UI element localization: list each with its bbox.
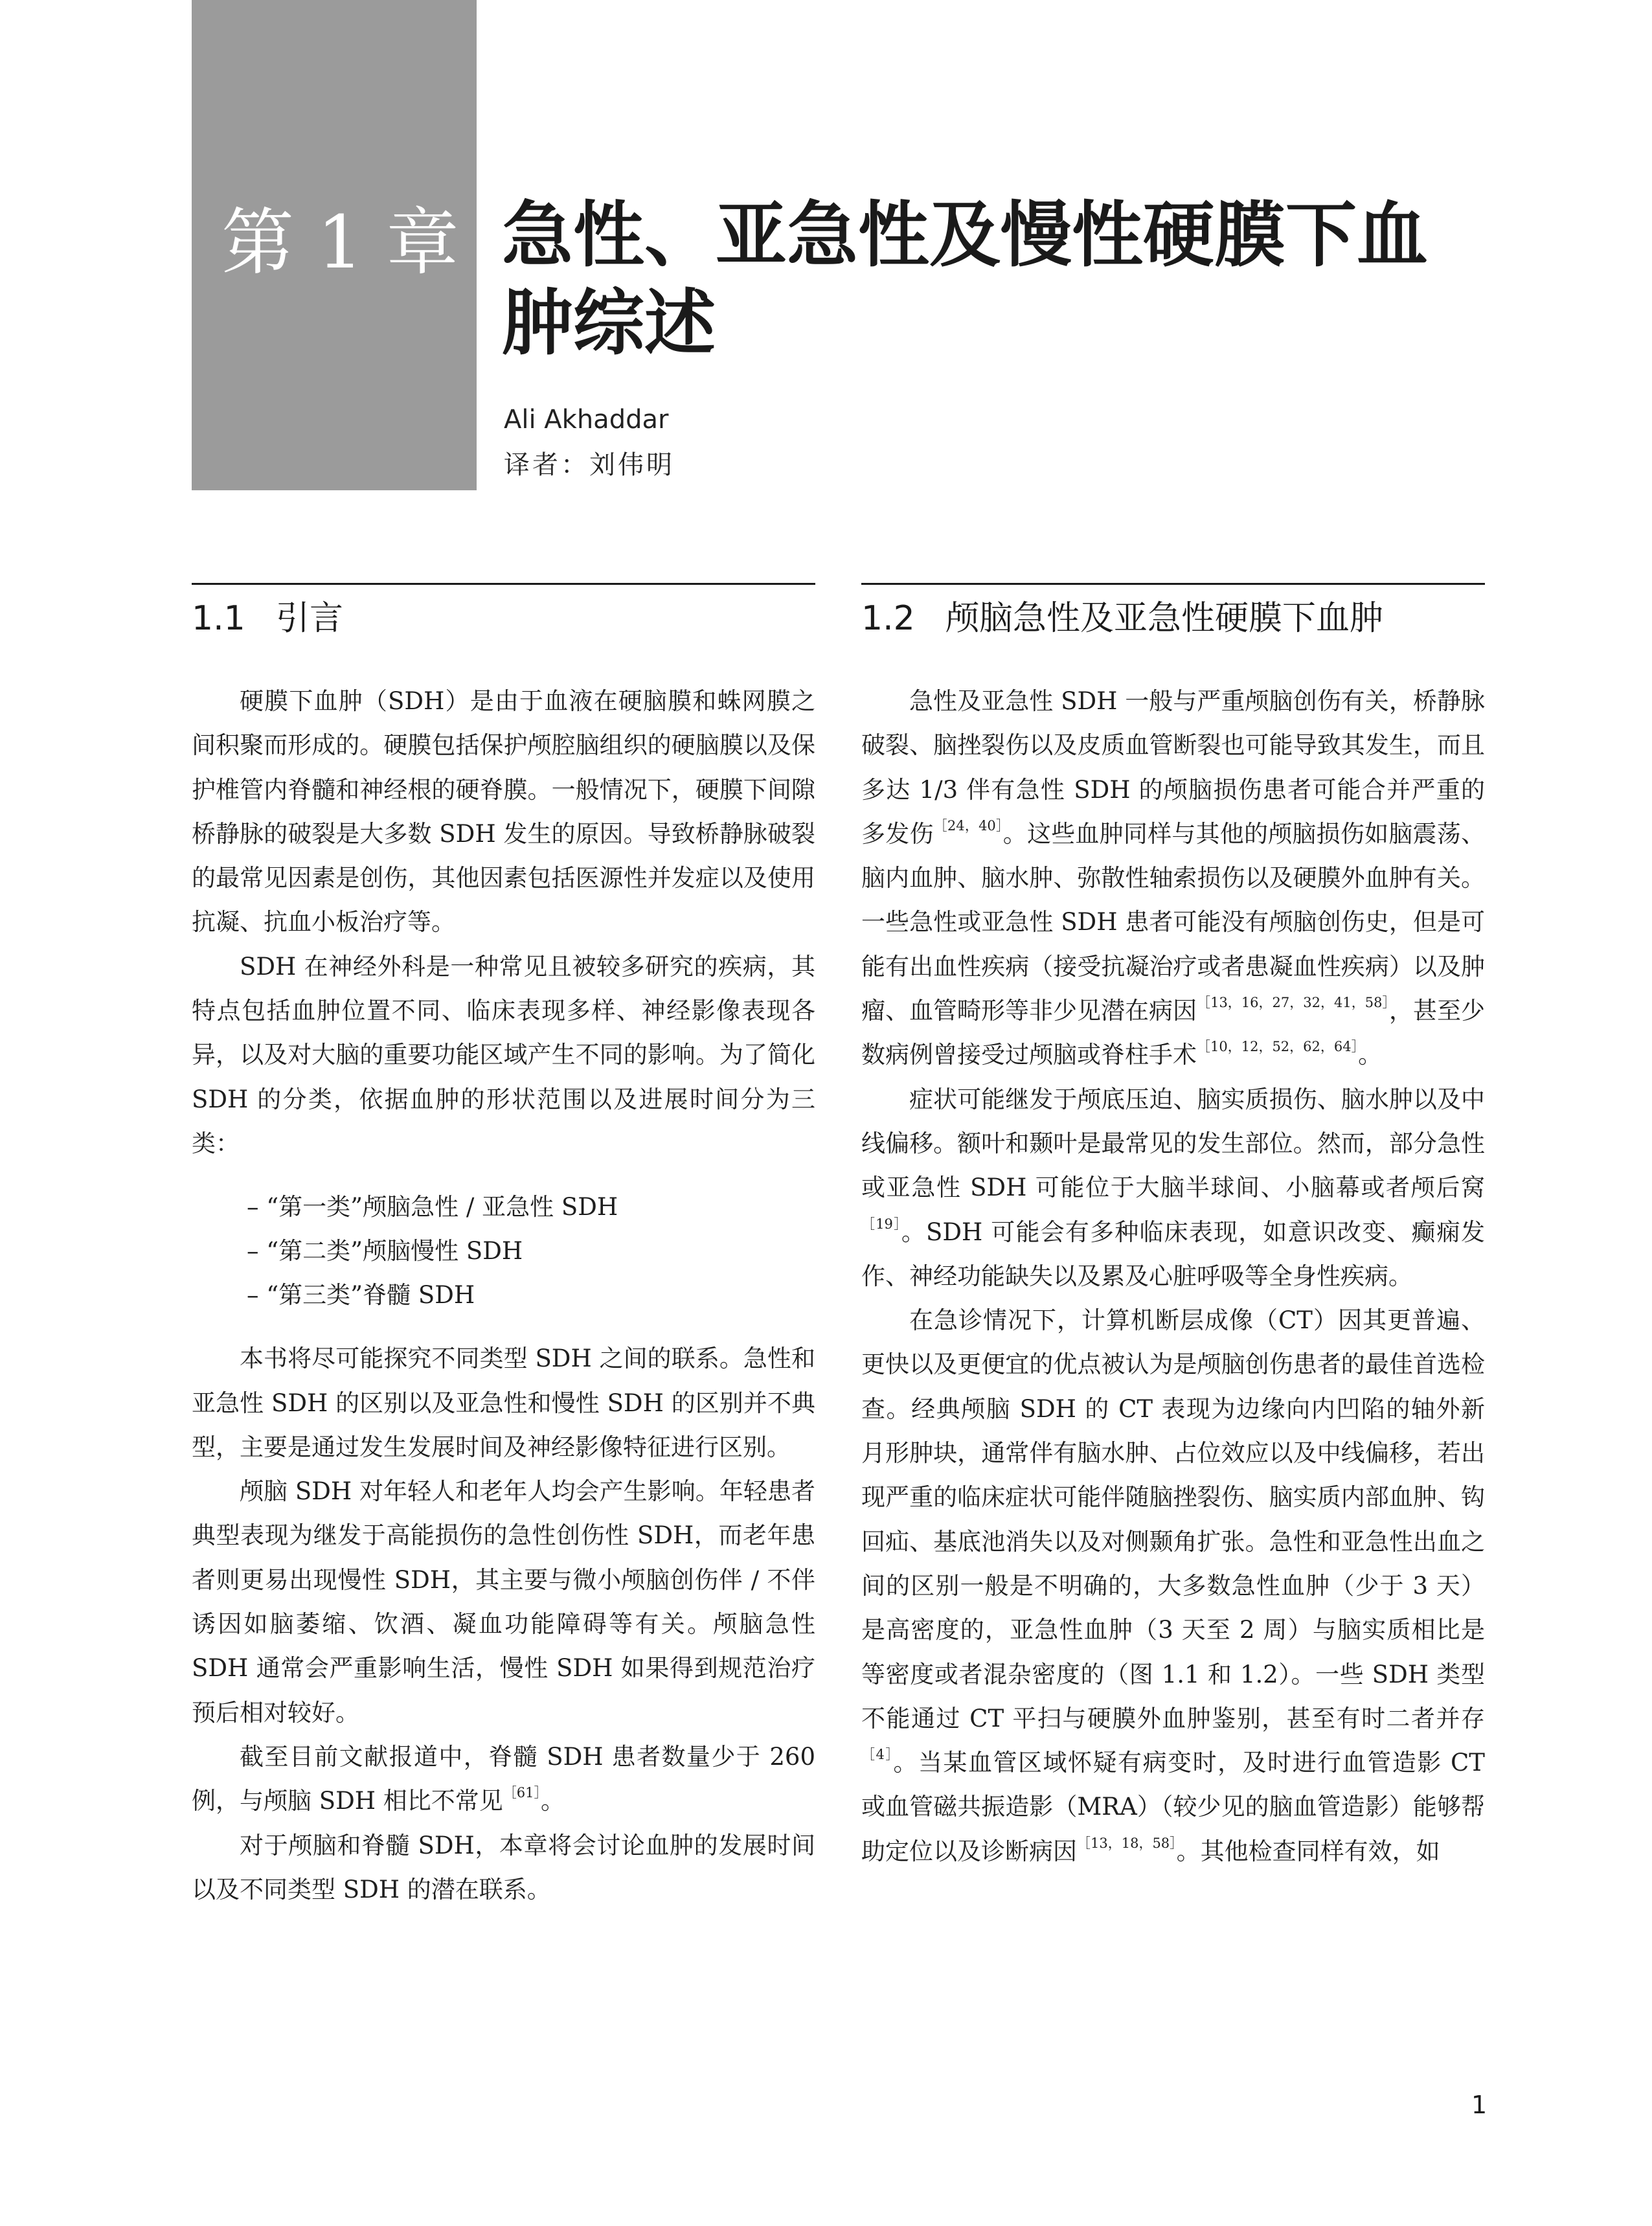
paragraph: SDH 在神经外科是一种常见且被较多研究的疾病，其特点包括血肿位置不同、临床表现多样、神经影像表现各异，以及对大脑的重要功能区域产生不同的影响。为了简化 SDH 的分类，依据血肿的形状范围以及进展时间分为三类： (192, 952, 815, 1157)
citation: ［4］ (861, 1747, 894, 1763)
paragraph: 颅脑 SDH 对年轻人和老年人均会产生影响。年轻患者典型表现为继发于高能损伤的急性创伤性 SDH，而老年患者则更易出现慢性 SDH，其主要与微小颅脑创伤伴 / 不伴诱因如脑萎缩、饮酒、凝血功能障碍等有关。颅脑急性 SDH 通常会严重影响生活，慢性 SDH 如果得到规范治疗预后相对较好。 (192, 1477, 815, 1727)
list-item: – “第一类”颅脑急性 / 亚急性 SDH (247, 1185, 815, 1229)
paragraph-text: 在急诊情况下，计算机断层成像（CT）因其更普遍、更快以及更便宜的优点被认为是颅脑创伤患者的最佳首选检查。经典颅脑 SDH 的 CT 表现为边缘向内凹陷的轴外新月形肿块，通常伴有脑水肿、占位效应以及中线偏移，若出现严重的临床症状可能伴随脑挫裂伤、脑实质内部血肿、钩回疝、基底池消失以及对侧颞角扩张。急性和亚急性出血之间的区别一般是不明确的，大多数急性血肿（少于 3 天）是高密度的，亚急性血肿（3 天至 2 周）与脑实质相比是等密度或者混杂密度的（图 1.1 和 1.2）。一些 SDH 类型不能通过 CT 平扫与硬膜外血肿鉴别，甚至有时二者并存 (861, 1306, 1485, 1732)
paragraph-text: 症状可能继发于颅底压迫、脑实质损伤、脑水肿以及中线偏移。额叶和颞叶是最常见的发生部位。然而，部分急性或亚急性 SDH 可能位于大脑半球间、小脑幕或者颅后窝 (861, 1085, 1485, 1202)
paragraph: 硬膜下血肿（SDH）是由于血液在硬脑膜和蛛网膜之间积聚而形成的。硬膜包括保护颅腔脑组织的硬脑膜以及保护椎管内脊髓和神经根的硬脊膜。一般情况下，硬膜下间隙桥静脉的破裂是大多数 SDH 发生的原因。导致桥静脉破裂的最常见因素是创伤，其他因素包括医源性并发症以及使用抗凝、抗血小板治疗等。 (192, 687, 815, 937)
paragraph-text: 。当某血管区域怀疑有病变时，及时进行血管造影 CT 或血管磁共振造影（MRA）（较少见的脑血管造影）能够帮助定位以及诊断病因 (861, 1749, 1485, 1865)
paragraph (192, 1735, 815, 1824)
paragraph-text: 急性及亚急性 SDH 一般与严重颅脑创伤有关，桥静脉破裂、脑挫裂伤以及皮质血管断裂也可能导致其发生，而且多达 1/3 伴有急性 SDH 的颅脑损伤患者可能合并严重的多发伤 (861, 687, 1485, 848)
paragraph (861, 1299, 1485, 1874)
paragraph-text: 。这些血肿同样与其他的颅脑损伤如脑震荡、脑内血肿、脑水肿、弥散性轴索损伤以及硬膜外血肿有关。一些急性或亚急性 SDH 患者可能没有颅脑创伤史，但是可能有出血性疾病（接受抗凝治疗或者患凝血性疾病）以及肿瘤、血管畸形等非少见潜在病因 (861, 819, 1486, 1025)
paragraph (861, 1078, 1485, 1299)
paragraph-text: 。 (541, 1787, 565, 1815)
citation: ［13，18，58］ (1077, 1835, 1177, 1851)
page-number: 1 (1471, 2091, 1488, 2119)
section-title: 引言 (276, 599, 344, 638)
section-title: 颅脑急性及亚急性硬膜下血肿 (945, 599, 1384, 638)
paragraph-text: 。 (1358, 1041, 1383, 1069)
paragraph: 本书将尽可能探究不同类型 SDH 之间的联系。急性和亚急性 SDH 的区别以及亚急性和慢性 SDH 的区别并不典型，主要是通过发生发展时间及神经影像特征进行区别。 (192, 1345, 815, 1461)
citation: ［19］ (861, 1216, 901, 1232)
citation: ［13，16，27，32，41，58］ (1197, 995, 1389, 1011)
paragraph (861, 679, 1485, 1078)
paragraph: 对于颅脑和脊髓 SDH，本章将会讨论血肿的发展时间以及不同类型 SDH 的潜在联系。 (192, 1831, 815, 1903)
paragraph-text: 。其他检查同样有效，如 (1176, 1837, 1440, 1865)
citation: ［10，12，52，62，64］ (1197, 1039, 1359, 1055)
chapter-title: 急性、亚急性及慢性硬膜下血肿综述 (502, 194, 1428, 365)
sdh-type-list (192, 1185, 815, 1317)
translator-credit: 译者：刘伟明 (504, 450, 675, 480)
chapter-number: 第 1 章 (221, 201, 459, 285)
paragraph-text: ，甚至少数病例曾接受过颅脑或脊柱手术 (861, 997, 1485, 1069)
section-number: 1.1 (192, 599, 245, 638)
citation: ［24，40］ (933, 817, 1003, 834)
list-item: – “第二类”颅脑慢性 SDH (247, 1229, 815, 1273)
section-heading-1-2 (861, 583, 1485, 641)
left-column (192, 583, 815, 1912)
citation: ［61］ (503, 1785, 541, 1801)
section-number: 1.2 (861, 599, 915, 638)
paragraph-text: 。SDH 可能会有多种临床表现，如意识改变、癫痫发作、神经功能缺失以及累及心脏呼吸等全身性疾病。 (861, 1218, 1485, 1290)
author-name: Ali Akhaddar (504, 405, 669, 435)
section-heading-1-1 (192, 583, 815, 641)
list-item: – “第三类”脊髓 SDH (247, 1273, 815, 1317)
right-column (861, 583, 1485, 1874)
paragraph-text: 截至目前文献报道中，脊髓 SDH 患者数量少于 260 例，与颅脑 SDH 相比不常见 (192, 1742, 815, 1815)
